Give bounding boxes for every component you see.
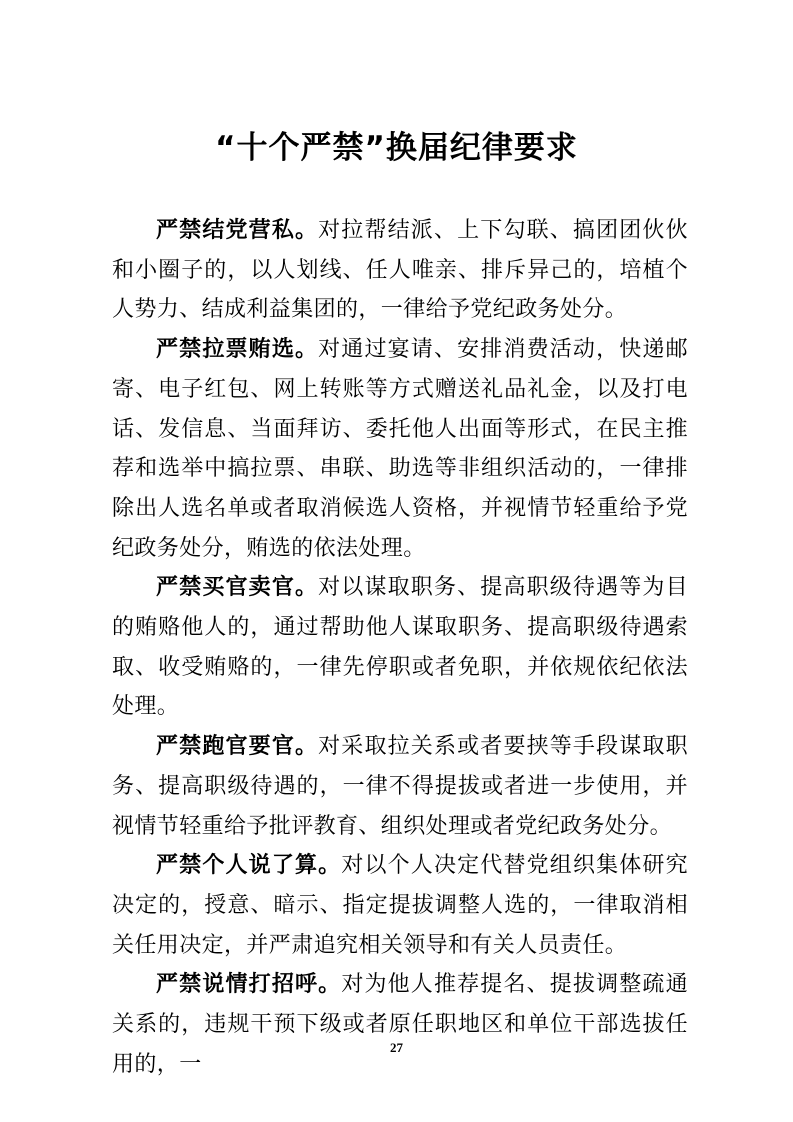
paragraph-text: 对以个人决定代替党组织集体研究决定的，授意、暗示、指定提拔调整人选的，一律取消相关任用决定，并严肃追究相关领导和有关人员责任。: [112, 853, 688, 958]
document-title: “十个严禁”换届纪律要求: [215, 130, 578, 166]
paragraph-buying-selling-posts: [112, 568, 688, 727]
paragraph-lead: 严禁跑官要官。: [156, 734, 319, 760]
paragraph-party-factions: [112, 211, 688, 330]
paragraph-lead: 严禁说情打招呼。: [156, 972, 342, 998]
paragraph-text: 对为他人推荐提名、提拔调整疏通关系的，违规干预下级或者原任职地区和单位干部选拔任用的，一: [112, 972, 688, 1077]
paragraph-text: 对采取拉关系或者要挟等手段谋取职务、提高职级待遇的，一律不得提拔或者进一步使用，并视情节轻重给予批评教育、组织处理或者党纪政务处分。: [112, 734, 688, 839]
paragraph-individual-decision: [112, 846, 688, 965]
paragraph-vote-buying: [112, 330, 688, 568]
document-body: [112, 211, 688, 1084]
paragraph-text: 对以谋取职务、提高职级待遇等为目的贿赂他人的，通过帮助他人谋取职务、提高职级待遇索取、收受贿赂的，一律先停职或者免职，并依规依纪依法处理。: [112, 575, 688, 720]
paragraph-lead: 严禁结党营私。: [156, 218, 319, 243]
paragraph-lobbying: [112, 965, 688, 1084]
paragraph-seeking-posts: [112, 727, 688, 846]
paragraph-text: 对通过宴请、安排消费活动，快递邮寄、电子红包、网上转账等方式赠送礼品礼金，以及打电话、发信息、当面拜访、委托他人出面等形式，在民主推荐和选举中搞拉票、串联、助选等非组织活动的，一律排除出人选名单或者取消候选人资格，并视情节轻重给予党纪政务处分，贿选的依法处理。: [112, 337, 688, 561]
paragraph-lead: 严禁拉票贿选。: [156, 337, 319, 363]
paragraph-text: 对拉帮结派、上下勾联、搞团团伙伙和小圈子的，以人划线、任人唯亲、排斥异己的，培植个人势力、结成利益集团的，一律给予党纪政务处分。: [112, 218, 688, 323]
paragraph-lead: 严禁买官卖官。: [156, 575, 319, 601]
paragraph-lead: 严禁个人说了算。: [156, 853, 342, 879]
page-number: 27: [390, 1040, 403, 1055]
